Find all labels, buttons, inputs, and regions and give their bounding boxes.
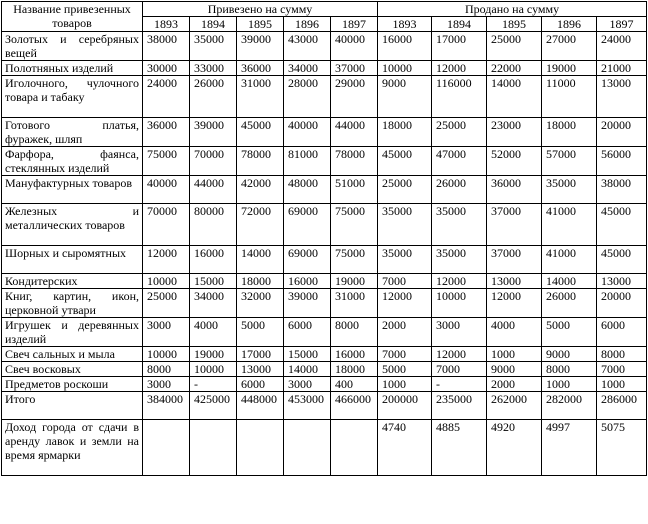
row-name-cell: Предметов роскоши	[2, 377, 143, 392]
sold-value-cell: 38000	[597, 176, 647, 204]
row-name-cell: Игрушек и деревянных изделий	[2, 318, 143, 347]
imported-value-cell: 33000	[190, 61, 237, 76]
imported-value-cell: 16000	[190, 246, 237, 274]
year-header: 1895	[237, 17, 284, 32]
header-imported: Привезено на сумму	[143, 2, 378, 17]
sold-value-cell: 24000	[597, 32, 647, 61]
imported-value-cell: 36000	[143, 118, 190, 147]
imported-value-cell: 8000	[143, 362, 190, 377]
header-row	[2, 2, 647, 17]
table-row	[2, 246, 647, 274]
sold-value-cell: 47000	[432, 147, 487, 176]
imported-value-cell: 70000	[143, 204, 190, 246]
sold-value-cell: 5000	[542, 318, 597, 347]
table-row	[2, 147, 647, 176]
row-name-cell: Книг, картин, икон, церковной утвари	[2, 289, 143, 318]
sold-value-cell: 14000	[542, 274, 597, 289]
imported-value-cell	[143, 420, 190, 476]
imported-value-cell: 18000	[237, 274, 284, 289]
imported-value-cell: 39000	[237, 32, 284, 61]
year-header: 1893	[378, 17, 432, 32]
imported-value-cell: -	[190, 377, 237, 392]
sold-value-cell: 16000	[378, 32, 432, 61]
table-body	[2, 32, 647, 476]
sold-value-cell: 12000	[487, 289, 542, 318]
imported-value-cell: 80000	[190, 204, 237, 246]
row-name-cell: Кондитерских	[2, 274, 143, 289]
sold-value-cell: 57000	[542, 147, 597, 176]
sold-value-cell: 21000	[597, 61, 647, 76]
imported-value-cell: 75000	[331, 204, 378, 246]
sold-value-cell: 4740	[378, 420, 432, 476]
imported-value-cell: 8000	[331, 318, 378, 347]
sold-value-cell: 12000	[432, 61, 487, 76]
imported-value-cell: 42000	[237, 176, 284, 204]
sold-value-cell: 7000	[378, 274, 432, 289]
table-row	[2, 392, 647, 420]
table-row	[2, 32, 647, 61]
sold-value-cell: 14000	[487, 76, 542, 118]
sold-value-cell: 41000	[542, 246, 597, 274]
imported-value-cell: 3000	[143, 377, 190, 392]
sold-value-cell: 35000	[542, 176, 597, 204]
sold-value-cell: 6000	[597, 318, 647, 347]
table-row	[2, 289, 647, 318]
sold-value-cell: 5000	[378, 362, 432, 377]
table-row	[2, 76, 647, 118]
imported-value-cell: 29000	[331, 76, 378, 118]
imported-value-cell: 45000	[237, 118, 284, 147]
imported-value-cell: 14000	[284, 362, 331, 377]
year-header: 1897	[597, 17, 647, 32]
row-name-cell: Полотняных изделий	[2, 61, 143, 76]
imported-value-cell	[237, 420, 284, 476]
imported-value-cell: 44000	[331, 118, 378, 147]
sold-value-cell: 4885	[432, 420, 487, 476]
imported-value-cell: 5000	[237, 318, 284, 347]
sold-value-cell: 12000	[432, 274, 487, 289]
table-row	[2, 204, 647, 246]
header-name: Название привезенных товаров	[2, 2, 143, 32]
imported-value-cell: 70000	[190, 147, 237, 176]
year-header: 1894	[432, 17, 487, 32]
sold-value-cell: 37000	[487, 204, 542, 246]
imported-value-cell: 19000	[331, 274, 378, 289]
imported-value-cell: 15000	[190, 274, 237, 289]
imported-value-cell: 4000	[190, 318, 237, 347]
imported-value-cell: 40000	[284, 118, 331, 147]
sold-value-cell: 22000	[487, 61, 542, 76]
imported-value-cell: 38000	[143, 32, 190, 61]
sold-value-cell: 7000	[378, 347, 432, 362]
table-row	[2, 176, 647, 204]
sold-value-cell: 56000	[597, 147, 647, 176]
sold-value-cell: 7000	[432, 362, 487, 377]
sold-value-cell: 10000	[432, 289, 487, 318]
sold-value-cell: 35000	[432, 246, 487, 274]
row-name-cell: Золотых и серебряных вещей	[2, 32, 143, 61]
imported-value-cell: 3000	[143, 318, 190, 347]
imported-value-cell: 32000	[237, 289, 284, 318]
sold-value-cell: 4000	[487, 318, 542, 347]
sold-value-cell: 282000	[542, 392, 597, 420]
imported-value-cell: 28000	[284, 76, 331, 118]
table-row	[2, 61, 647, 76]
table-row	[2, 118, 647, 147]
sold-value-cell: 286000	[597, 392, 647, 420]
imported-value-cell: 48000	[284, 176, 331, 204]
year-header: 1896	[542, 17, 597, 32]
imported-value-cell: 400	[331, 377, 378, 392]
imported-value-cell: 72000	[237, 204, 284, 246]
sold-value-cell: 45000	[597, 246, 647, 274]
imported-value-cell: 75000	[143, 147, 190, 176]
sold-value-cell: 12000	[432, 347, 487, 362]
sold-value-cell: -	[432, 377, 487, 392]
row-name-cell: Свеч сальных и мыла	[2, 347, 143, 362]
imported-value-cell: 31000	[331, 289, 378, 318]
imported-value-cell	[284, 420, 331, 476]
sold-value-cell: 27000	[542, 32, 597, 61]
sold-value-cell: 25000	[378, 176, 432, 204]
sold-value-cell: 20000	[597, 289, 647, 318]
sold-value-cell: 26000	[542, 289, 597, 318]
sold-value-cell: 4920	[487, 420, 542, 476]
row-name-cell: Готового платья, фуражек, шляп	[2, 118, 143, 147]
imported-value-cell: 69000	[284, 246, 331, 274]
imported-value-cell: 43000	[284, 32, 331, 61]
sold-value-cell: 45000	[378, 147, 432, 176]
imported-value-cell: 10000	[143, 347, 190, 362]
imported-value-cell: 44000	[190, 176, 237, 204]
imported-value-cell: 34000	[190, 289, 237, 318]
table-row	[2, 362, 647, 377]
imported-value-cell: 13000	[237, 362, 284, 377]
row-name-cell: Железных и металлических товаров	[2, 204, 143, 246]
imported-value-cell: 24000	[143, 76, 190, 118]
sold-value-cell: 4997	[542, 420, 597, 476]
imported-value-cell: 25000	[143, 289, 190, 318]
imported-value-cell: 17000	[237, 347, 284, 362]
year-header: 1893	[143, 17, 190, 32]
imported-value-cell: 10000	[190, 362, 237, 377]
row-name-cell: Доход города от сдачи в аренду лавок и земли на время ярмарки	[2, 420, 143, 476]
sold-value-cell: 10000	[378, 61, 432, 76]
year-header: 1897	[331, 17, 378, 32]
sold-value-cell: 18000	[378, 118, 432, 147]
imported-value-cell: 10000	[143, 274, 190, 289]
sold-value-cell: 1000	[378, 377, 432, 392]
sold-value-cell: 9000	[542, 347, 597, 362]
imported-value-cell: 19000	[190, 347, 237, 362]
sold-value-cell: 18000	[542, 118, 597, 147]
year-header: 1894	[190, 17, 237, 32]
sold-value-cell: 12000	[378, 289, 432, 318]
sold-value-cell: 1000	[597, 377, 647, 392]
imported-value-cell: 26000	[190, 76, 237, 118]
imported-value-cell: 3000	[284, 377, 331, 392]
imported-value-cell: 78000	[331, 147, 378, 176]
header-sold: Продано на сумму	[378, 2, 647, 17]
row-name-cell: Иголочного, чулочного товара и табаку	[2, 76, 143, 118]
imported-value-cell: 36000	[237, 61, 284, 76]
sold-value-cell: 262000	[487, 392, 542, 420]
sold-value-cell: 2000	[378, 318, 432, 347]
sold-value-cell: 35000	[378, 204, 432, 246]
sold-value-cell: 36000	[487, 176, 542, 204]
imported-value-cell: 448000	[237, 392, 284, 420]
sold-value-cell: 8000	[597, 347, 647, 362]
imported-value-cell: 16000	[331, 347, 378, 362]
sold-value-cell: 235000	[432, 392, 487, 420]
row-name-cell: Свеч восковых	[2, 362, 143, 377]
sold-value-cell: 52000	[487, 147, 542, 176]
imported-value-cell	[190, 420, 237, 476]
imported-value-cell: 425000	[190, 392, 237, 420]
sold-value-cell: 11000	[542, 76, 597, 118]
sold-value-cell: 13000	[597, 76, 647, 118]
imported-value-cell: 18000	[331, 362, 378, 377]
imported-value-cell: 40000	[331, 32, 378, 61]
row-name-cell: Шорных и сыромятных	[2, 246, 143, 274]
table-row	[2, 274, 647, 289]
sold-value-cell: 8000	[542, 362, 597, 377]
imported-value-cell: 51000	[331, 176, 378, 204]
sold-value-cell: 5075	[597, 420, 647, 476]
sold-value-cell: 19000	[542, 61, 597, 76]
imported-value-cell: 34000	[284, 61, 331, 76]
sold-value-cell: 26000	[432, 176, 487, 204]
table-row	[2, 318, 647, 347]
sold-value-cell: 1000	[487, 347, 542, 362]
row-name-cell: Итого	[2, 392, 143, 420]
imported-value-cell	[331, 420, 378, 476]
sold-value-cell: 41000	[542, 204, 597, 246]
sold-value-cell: 17000	[432, 32, 487, 61]
imported-value-cell: 466000	[331, 392, 378, 420]
imported-value-cell: 6000	[237, 377, 284, 392]
imported-value-cell: 39000	[284, 289, 331, 318]
row-name-cell: Мануфактурных товаров	[2, 176, 143, 204]
sold-value-cell: 2000	[487, 377, 542, 392]
imported-value-cell: 40000	[143, 176, 190, 204]
year-header: 1895	[487, 17, 542, 32]
imported-value-cell: 31000	[237, 76, 284, 118]
imported-value-cell: 6000	[284, 318, 331, 347]
sold-value-cell: 23000	[487, 118, 542, 147]
sold-value-cell: 45000	[597, 204, 647, 246]
sold-value-cell: 35000	[432, 204, 487, 246]
sold-value-cell: 20000	[597, 118, 647, 147]
sold-value-cell: 1000	[542, 377, 597, 392]
sold-value-cell: 9000	[487, 362, 542, 377]
imported-value-cell: 75000	[331, 246, 378, 274]
sold-value-cell: 25000	[487, 32, 542, 61]
imported-value-cell: 14000	[237, 246, 284, 274]
row-name-cell: Фарфора, фаянса, стеклянных изделий	[2, 147, 143, 176]
imported-value-cell: 39000	[190, 118, 237, 147]
imported-value-cell: 30000	[143, 61, 190, 76]
imported-value-cell: 78000	[237, 147, 284, 176]
imported-value-cell: 35000	[190, 32, 237, 61]
table-row	[2, 420, 647, 476]
sold-value-cell: 13000	[597, 274, 647, 289]
imported-value-cell: 12000	[143, 246, 190, 274]
sold-value-cell: 3000	[432, 318, 487, 347]
year-header: 1896	[284, 17, 331, 32]
table-row	[2, 347, 647, 362]
sold-value-cell: 116000	[432, 76, 487, 118]
imported-value-cell: 453000	[284, 392, 331, 420]
sold-value-cell: 35000	[378, 246, 432, 274]
imported-value-cell: 81000	[284, 147, 331, 176]
table-row	[2, 377, 647, 392]
sold-value-cell: 9000	[378, 76, 432, 118]
sold-value-cell: 25000	[432, 118, 487, 147]
sold-value-cell: 200000	[378, 392, 432, 420]
trade-table	[1, 1, 647, 476]
sold-value-cell: 37000	[487, 246, 542, 274]
imported-value-cell: 15000	[284, 347, 331, 362]
imported-value-cell: 16000	[284, 274, 331, 289]
sold-value-cell: 7000	[597, 362, 647, 377]
sold-value-cell: 13000	[487, 274, 542, 289]
imported-value-cell: 384000	[143, 392, 190, 420]
imported-value-cell: 69000	[284, 204, 331, 246]
imported-value-cell: 37000	[331, 61, 378, 76]
